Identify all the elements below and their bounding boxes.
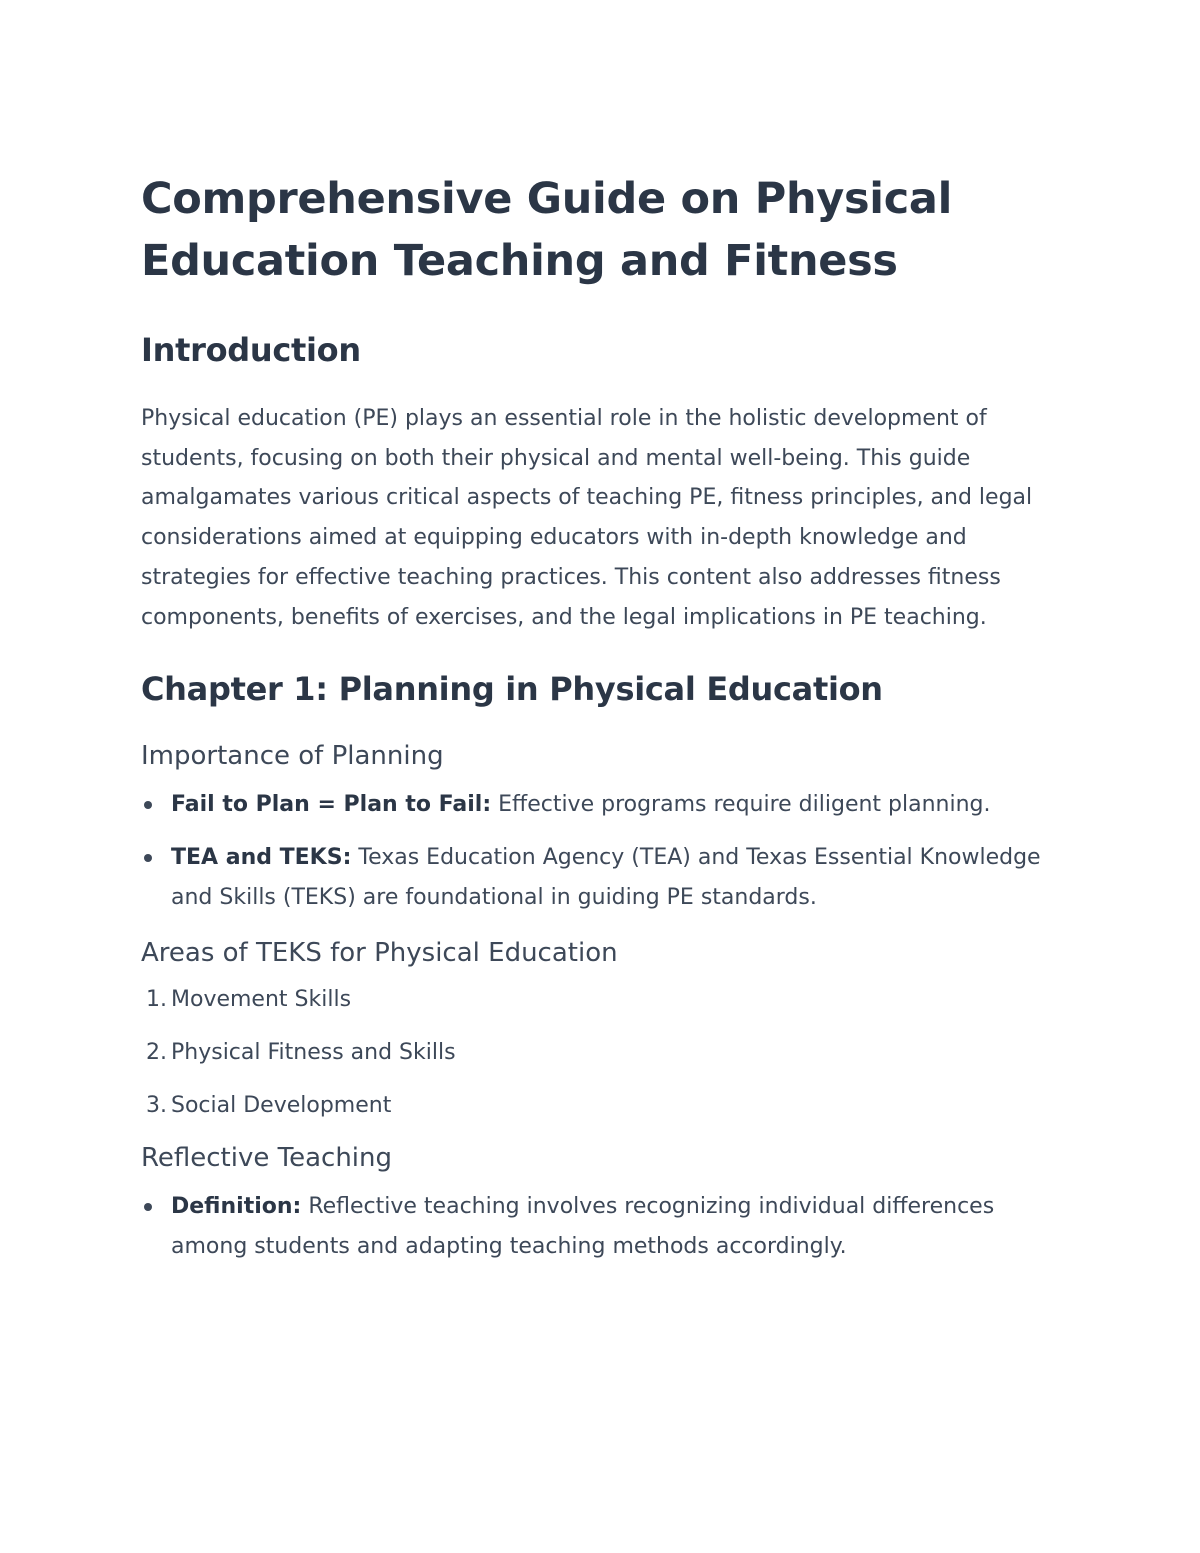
list-item [141, 1086, 1061, 1126]
document-title [141, 168, 1061, 292]
bullet-term: Definition: [171, 1194, 302, 1220]
bullet-text: Reflective teaching involves recognizing individual differences among students and adapting teaching methods accordingly. [171, 1194, 995, 1260]
introduction-paragraph: Physical education (PE) plays an essential role in the holistic development of students, focusing on both their physical and mental well-being. This guide amalgamates various critical aspects of teaching PE, fitness principles, and legal considerations aimed at equipping educators with in-depth knowledge and strategies for effective teaching practices. This content also addresses fitness components, benefits of exercises, and the legal implications in PE teaching. [141, 406, 1033, 630]
list-number: 2. [146, 1040, 167, 1066]
bullet-term: Fail to Plan = Plan to Fail: [171, 792, 492, 818]
importance-bullet-list [141, 785, 1061, 918]
bullet-icon [144, 801, 152, 809]
chapter-1-heading: Chapter 1: Planning in Physical Education [141, 670, 883, 709]
document-page [141, 168, 1061, 1267]
list-item-text: Movement Skills [171, 987, 352, 1013]
reflective-teaching-heading: Reflective Teaching [141, 1143, 392, 1174]
list-item [141, 1033, 1061, 1073]
reflective-bullet-list [141, 1187, 1061, 1267]
list-item [141, 980, 1061, 1020]
bullet-term: TEA and TEKS: [171, 845, 352, 871]
title-line-2: Education Teaching and Fitness [141, 236, 898, 286]
introduction-heading: Introduction [141, 331, 361, 369]
bullet-icon [144, 1203, 152, 1211]
list-item [141, 785, 1061, 825]
list-number: 1. [146, 987, 167, 1013]
title-line-1: Comprehensive Guide on Physical [141, 174, 953, 224]
list-item-text: Physical Fitness and Skills [171, 1040, 456, 1066]
bullet-icon [144, 854, 152, 862]
areas-numbered-list [141, 980, 1061, 1126]
list-item [141, 838, 1061, 918]
importance-of-planning-heading: Importance of Planning [141, 741, 444, 772]
bullet-text: Texas Education Agency (TEA) and Texas Essential Knowledge and Skills (TEKS) are foundational in guiding PE standards. [171, 845, 1041, 911]
areas-of-teks-heading: Areas of TEKS for Physical Education [141, 938, 618, 969]
list-item [141, 1187, 1061, 1267]
list-number: 3. [146, 1093, 167, 1119]
bullet-text: Effective programs require diligent planning. [491, 792, 991, 818]
list-item-text: Social Development [171, 1093, 392, 1119]
